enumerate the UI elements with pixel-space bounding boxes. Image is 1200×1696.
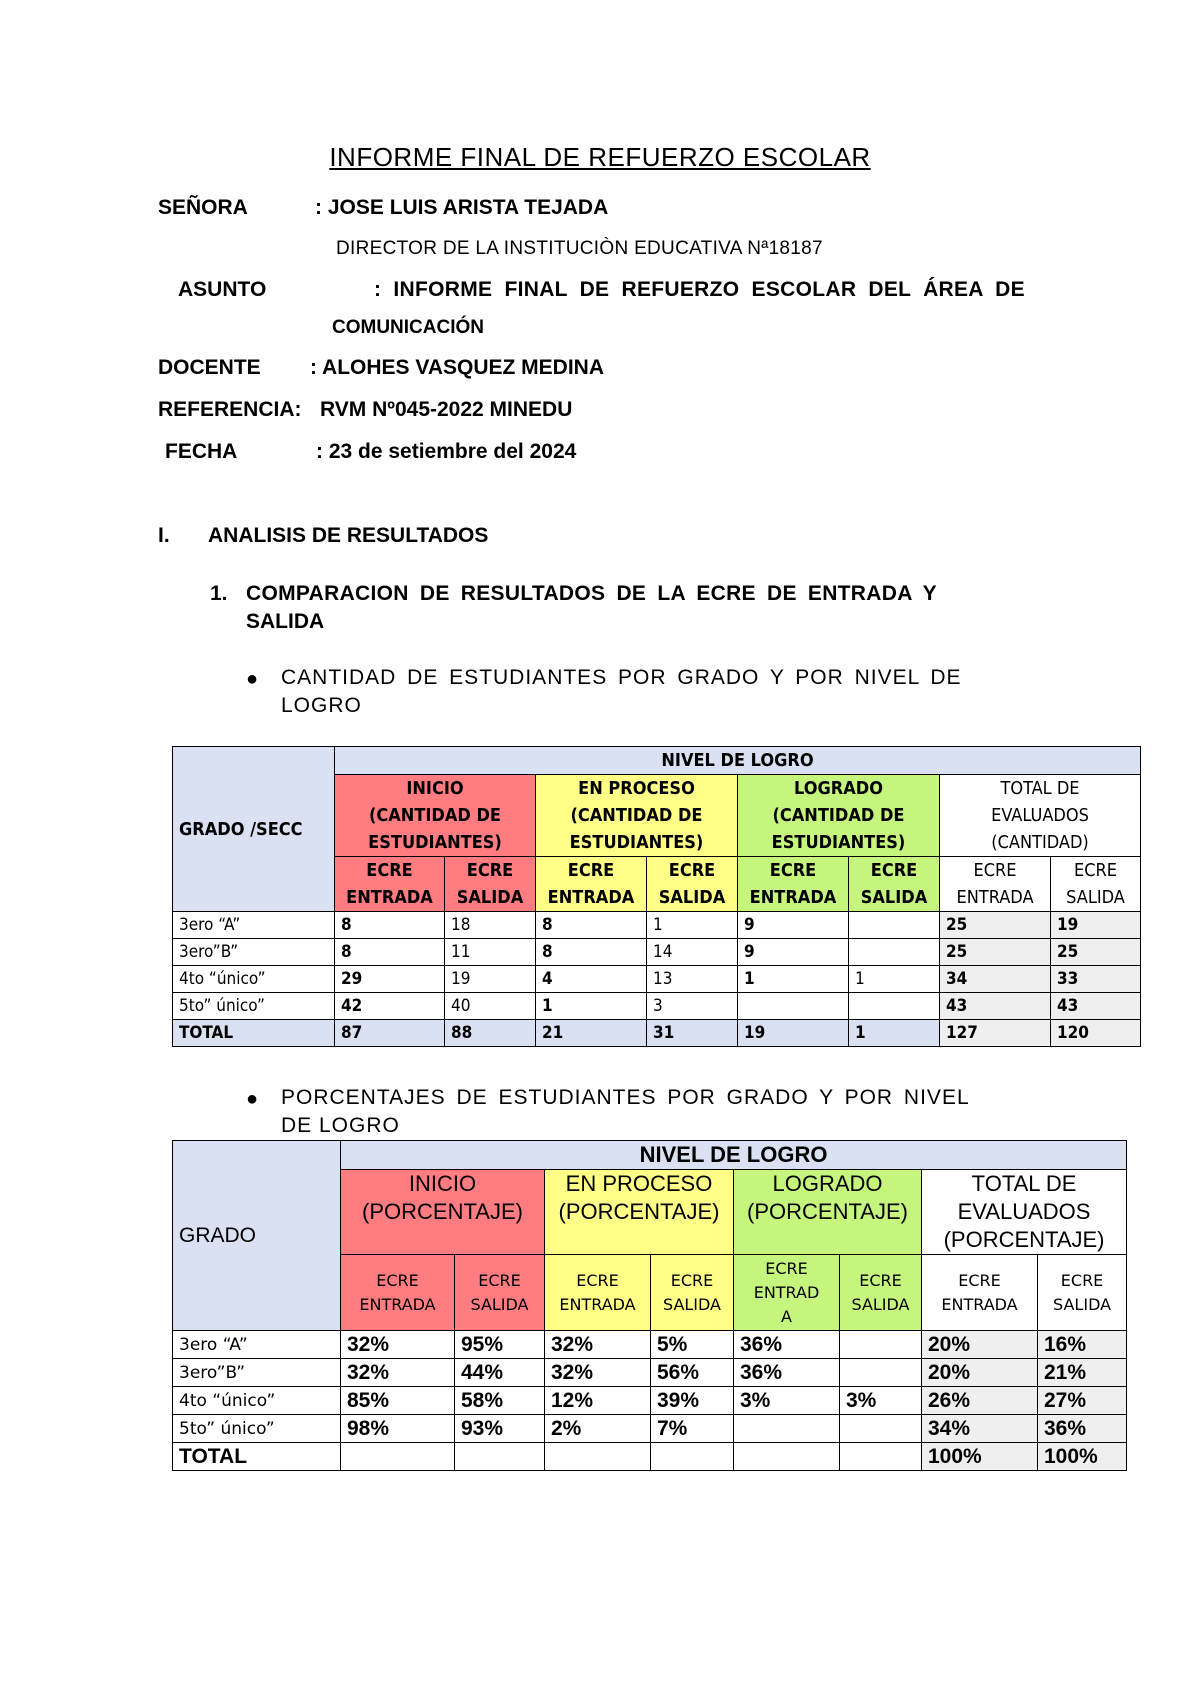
table-cell: 21: [536, 1020, 647, 1047]
grado-header: GRADO /SECC: [173, 747, 335, 912]
referencia-label: REFERENCIA:: [158, 398, 302, 421]
logrado-header: LOGRADO (PORCENTAJE): [734, 1170, 922, 1255]
senora-label: SEÑORA: [158, 196, 248, 219]
table-cell: 40: [445, 993, 536, 1020]
table-cell: 27%: [1038, 1387, 1127, 1415]
table-cell: 21%: [1038, 1359, 1127, 1387]
table-cell: 88: [445, 1020, 536, 1047]
table-cell: 98%: [341, 1415, 455, 1443]
table-row: [173, 1443, 1127, 1471]
inicio-entrada-header: ECRE ENTRADA: [341, 1255, 455, 1331]
table-cell: 43: [940, 993, 1051, 1020]
table-cell: 100%: [1038, 1443, 1127, 1471]
inicio-entrada-header: ECRE ENTRADA: [335, 857, 445, 912]
table-cell: 39%: [651, 1387, 734, 1415]
docente-label: DOCENTE: [158, 356, 261, 379]
proceso-entrada-header: ECRE ENTRADA: [545, 1255, 651, 1331]
referencia-value: RVM Nº045-2022 MINEDU: [320, 398, 573, 421]
table-cell: 8: [536, 912, 647, 939]
table-cell: 4: [536, 966, 647, 993]
table-cell: [840, 1359, 922, 1387]
table-cell: 9: [738, 912, 849, 939]
table-cell: [341, 1443, 455, 1471]
table-cell: [734, 1443, 840, 1471]
table-cell: 120: [1051, 1020, 1141, 1047]
table-row: [173, 912, 1141, 939]
table-cell: 36%: [734, 1359, 840, 1387]
inicio-salida-header: ECRE SALIDA: [445, 857, 536, 912]
total-salida-header: ECRE SALIDA: [1051, 857, 1141, 912]
row-label: 5to” único”: [173, 1415, 341, 1443]
table-row: [173, 939, 1141, 966]
table-cell: 33: [1051, 966, 1141, 993]
table-cell: 1: [536, 993, 647, 1020]
subsection-number: 1.: [210, 582, 228, 605]
table-cell: 1: [849, 1020, 940, 1047]
inicio-header: INICIO (PORCENTAJE): [341, 1170, 545, 1255]
total-entrada-header: ECRE ENTRADA: [922, 1255, 1038, 1331]
row-label: 3ero “A”: [173, 1331, 341, 1359]
table-cell: 127: [940, 1020, 1051, 1047]
table-cell: 3%: [734, 1387, 840, 1415]
table-cell: 58%: [455, 1387, 545, 1415]
table-cell: 44%: [455, 1359, 545, 1387]
table-cell: 19: [445, 966, 536, 993]
table-cell: 8: [536, 939, 647, 966]
table-cell: [849, 939, 940, 966]
section-number: I.: [158, 524, 170, 547]
table-cell: 20%: [922, 1331, 1038, 1359]
row-label: 3ero “A”: [173, 912, 335, 939]
table-cell: 9: [738, 939, 849, 966]
table-cell: 18: [445, 912, 536, 939]
row-label: 3ero”B”: [173, 939, 335, 966]
logrado-entrada-header: ECRE ENTRAD A: [734, 1255, 840, 1331]
table-cell: 26%: [922, 1387, 1038, 1415]
bullet1-line1: CANTIDAD DE ESTUDIANTES POR GRADO Y POR NIVEL DE: [281, 666, 962, 689]
table-cell: 20%: [922, 1359, 1038, 1387]
asunto-value-line2: COMUNICACIÓN: [332, 317, 484, 338]
section-title: ANALISIS DE RESULTADOS: [208, 524, 489, 547]
table-cell: [840, 1331, 922, 1359]
logrado-header: LOGRADO (CANTIDAD DE ESTUDIANTES): [738, 775, 940, 857]
total-entrada-header: ECRE ENTRADA: [940, 857, 1051, 912]
table-cell: 14: [647, 939, 738, 966]
subsection-title-line2: SALIDA: [246, 610, 325, 633]
table-cell: 25: [940, 912, 1051, 939]
table-cell: 32%: [545, 1331, 651, 1359]
bullet2-line1: PORCENTAJES DE ESTUDIANTES POR GRADO Y POR NIVEL: [281, 1086, 970, 1109]
row-label: 4to “único”: [173, 966, 335, 993]
docente-value: : ALOHES VASQUEZ MEDINA: [310, 356, 605, 379]
bullet-icon: ●: [246, 1088, 259, 1110]
total-header: TOTAL DE EVALUADOS (CANTIDAD): [940, 775, 1141, 857]
table-cell: 36%: [1038, 1415, 1127, 1443]
table-cell: 8: [335, 939, 445, 966]
table-cell: [734, 1415, 840, 1443]
table-row: [173, 1387, 1127, 1415]
table-cell: 19: [738, 1020, 849, 1047]
table-cell: 29: [335, 966, 445, 993]
table-cell: 42: [335, 993, 445, 1020]
table-cell: 34: [940, 966, 1051, 993]
table-cell: 2%: [545, 1415, 651, 1443]
table-cell: [651, 1443, 734, 1471]
table-cell: [840, 1443, 922, 1471]
table-cell: 85%: [341, 1387, 455, 1415]
table-cell: 93%: [455, 1415, 545, 1443]
table-cell: [840, 1415, 922, 1443]
senora-value: : JOSE LUIS ARISTA TEJADA: [315, 196, 609, 219]
table-cell: 1: [738, 966, 849, 993]
row-label: 3ero”B”: [173, 1359, 341, 1387]
logrado-salida-header: ECRE SALIDA: [849, 857, 940, 912]
table-cell: [849, 993, 940, 1020]
logrado-salida-header: ECRE SALIDA: [840, 1255, 922, 1331]
proceso-salida-header: ECRE SALIDA: [651, 1255, 734, 1331]
nivel-header: NIVEL DE LOGRO: [335, 747, 1141, 775]
cantidad-table: [172, 746, 1141, 1047]
proceso-header: EN PROCESO (CANTIDAD DE ESTUDIANTES): [536, 775, 738, 857]
table-cell: 87: [335, 1020, 445, 1047]
table-row: [173, 1359, 1127, 1387]
table-row: [173, 1020, 1141, 1047]
table-row: [173, 993, 1141, 1020]
proceso-header: EN PROCESO (PORCENTAJE): [545, 1170, 734, 1255]
table-cell: 36%: [734, 1331, 840, 1359]
page-title: INFORME FINAL DE REFUERZO ESCOLAR: [329, 142, 871, 172]
table-cell: [738, 993, 849, 1020]
table-cell: 25: [1051, 939, 1141, 966]
table-cell: 16%: [1038, 1331, 1127, 1359]
logrado-entrada-header: ECRE ENTRADA: [738, 857, 849, 912]
asunto-value-line1: : INFORME FINAL DE REFUERZO ESCOLAR DEL ÁREA DE: [374, 278, 1025, 301]
row-label: 4to “único”: [173, 1387, 341, 1415]
grado-header: GRADO: [173, 1141, 341, 1331]
proceso-salida-header: ECRE SALIDA: [647, 857, 738, 912]
table-row: [173, 1415, 1127, 1443]
table-cell: 13: [647, 966, 738, 993]
porcentaje-table: [172, 1140, 1127, 1471]
table-cell: 100%: [922, 1443, 1038, 1471]
row-label: TOTAL: [173, 1443, 341, 1471]
director-line: DIRECTOR DE LA INSTITUCIÒN EDUCATIVA Nª18187: [336, 238, 823, 259]
fecha-value: : 23 de setiembre del 2024: [316, 440, 577, 463]
asunto-label: ASUNTO: [178, 278, 267, 301]
table-row: [173, 966, 1141, 993]
fecha-label: FECHA: [165, 440, 238, 463]
row-label: TOTAL: [173, 1020, 335, 1047]
table-cell: 11: [445, 939, 536, 966]
table-cell: 43: [1051, 993, 1141, 1020]
table-cell: [545, 1443, 651, 1471]
table-cell: 12%: [545, 1387, 651, 1415]
table-cell: [455, 1443, 545, 1471]
bullet2-line2: DE LOGRO: [281, 1114, 400, 1137]
table-cell: 32%: [341, 1331, 455, 1359]
table-cell: 56%: [651, 1359, 734, 1387]
bullet1-line2: LOGRO: [281, 694, 362, 717]
table-cell: 32%: [545, 1359, 651, 1387]
table-cell: 3: [647, 993, 738, 1020]
total-header: TOTAL DE EVALUADOS (PORCENTAJE): [922, 1170, 1127, 1255]
table-cell: 8: [335, 912, 445, 939]
inicio-salida-header: ECRE SALIDA: [455, 1255, 545, 1331]
subsection-title-line1: COMPARACION DE RESULTADOS DE LA ECRE DE ENTRADA Y: [246, 582, 937, 605]
table-cell: [849, 912, 940, 939]
inicio-header: INICIO (CANTIDAD DE ESTUDIANTES): [335, 775, 536, 857]
table-cell: 31: [647, 1020, 738, 1047]
table-row: [173, 1331, 1127, 1359]
table-cell: 32%: [341, 1359, 455, 1387]
nivel-header: NIVEL DE LOGRO: [341, 1141, 1127, 1170]
table-cell: 19: [1051, 912, 1141, 939]
table-cell: 34%: [922, 1415, 1038, 1443]
table-cell: 25: [940, 939, 1051, 966]
table-cell: 1: [647, 912, 738, 939]
table-cell: 7%: [651, 1415, 734, 1443]
bullet-icon: ●: [246, 668, 259, 690]
table-cell: 5%: [651, 1331, 734, 1359]
row-label: 5to” único”: [173, 993, 335, 1020]
total-salida-header: ECRE SALIDA: [1038, 1255, 1127, 1331]
table-cell: 3%: [840, 1387, 922, 1415]
proceso-entrada-header: ECRE ENTRADA: [536, 857, 647, 912]
table-cell: 95%: [455, 1331, 545, 1359]
table-cell: 1: [849, 966, 940, 993]
